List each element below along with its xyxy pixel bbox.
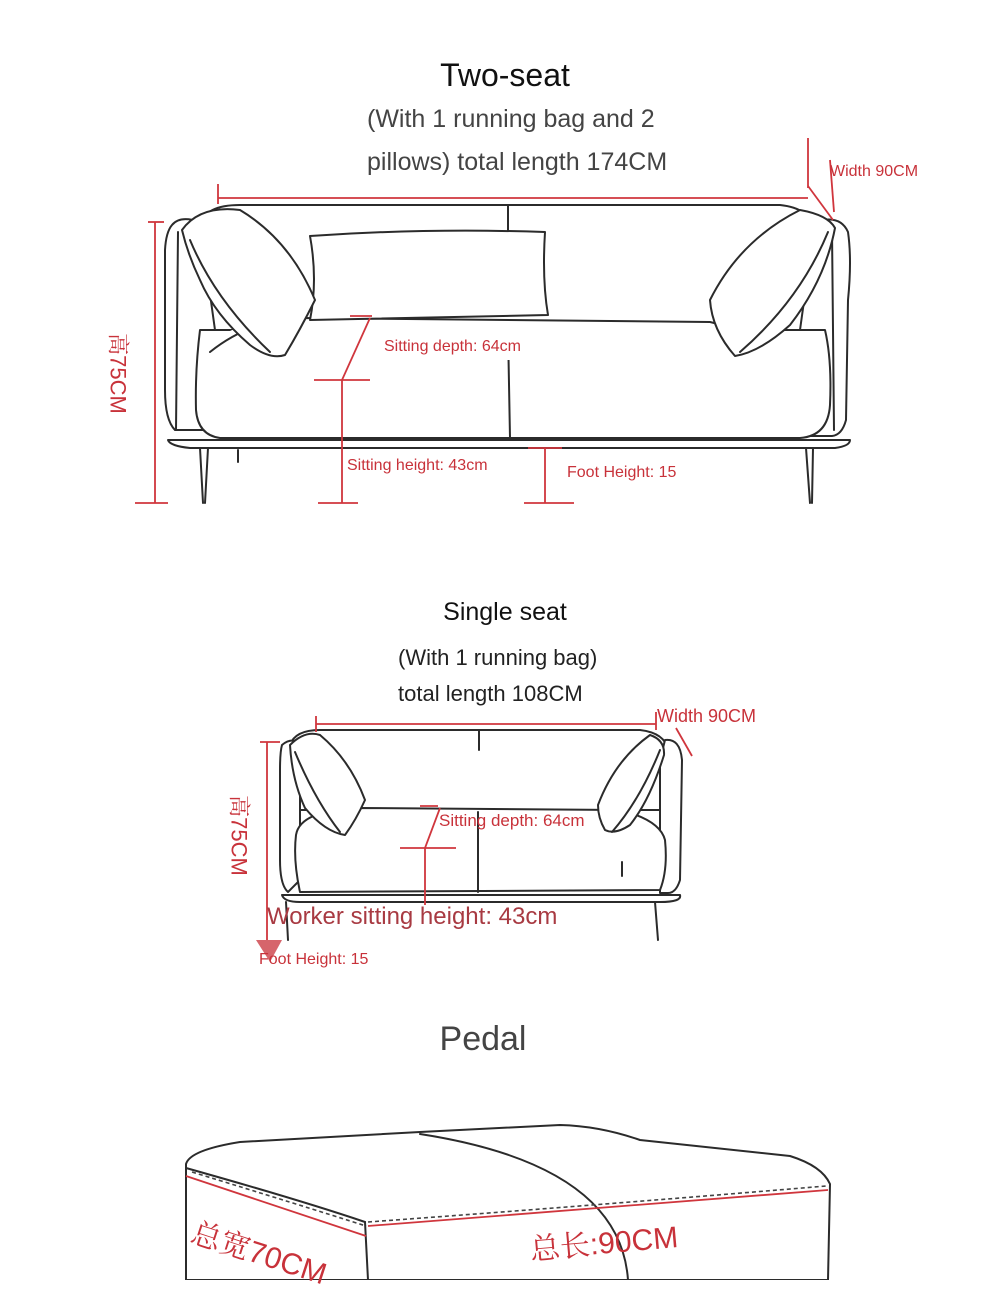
two-seat-title: Two-seat (440, 57, 570, 93)
single-seat-height-label: 高75CM (226, 795, 252, 876)
single-seat-sitting-depth: Sitting depth: 64cm (439, 811, 585, 830)
two-seat-height-label: 高75CM (105, 333, 131, 414)
pedal-title: Pedal (439, 1020, 527, 1058)
single-seat-width-label: Width 90CM (657, 706, 757, 726)
pedal-width-label: 总宽70CM (187, 1216, 331, 1292)
two-seat-subtitle-line1: (With 1 running bag and 2 (367, 105, 655, 133)
two-seat-subtitle-line2: pillows) total length 174CM (367, 148, 668, 176)
two-seat-sitting-height: Sitting height: 43cm (347, 457, 488, 474)
single-seat-sitting-height: Worker sitting height: 43cm (267, 903, 558, 930)
two-seat-sitting-depth: Sitting depth: 64cm (384, 338, 521, 355)
two-seat-foot-height: Foot Height: 15 (567, 464, 677, 481)
single-seat-subtitle-line1: (With 1 running bag) (398, 645, 598, 670)
two-seat-width-label: Width 90CM (830, 163, 919, 180)
single-seat-subtitle-line2: total length 108CM (398, 681, 583, 706)
pedal-length-label: 总长:90CM (528, 1221, 680, 1267)
single-seat-foot-height: Foot Height: 15 (259, 951, 369, 968)
single-seat-title: Single seat (443, 598, 567, 626)
